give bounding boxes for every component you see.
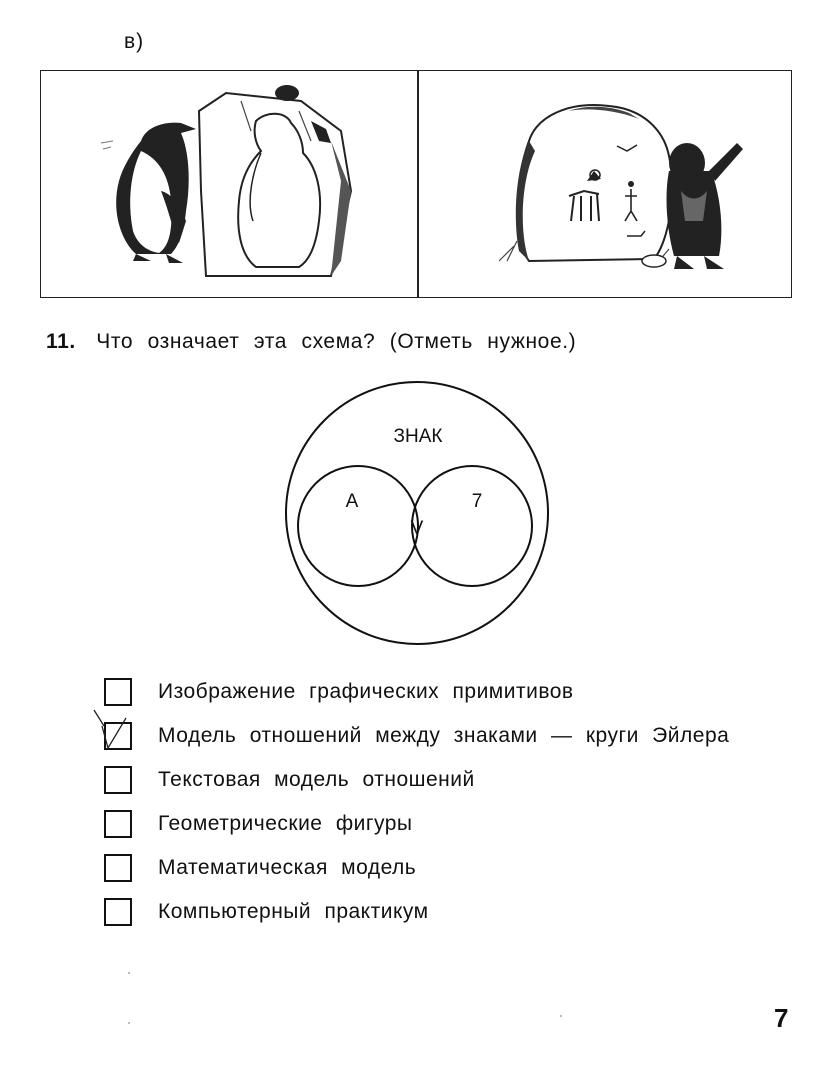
panel-divider: [417, 71, 419, 297]
checkmark-icon: [92, 708, 136, 752]
question-number: 11.: [46, 330, 76, 353]
left-circle: [298, 466, 418, 586]
page-number: 7: [774, 1003, 789, 1033]
option-1[interactable]: [104, 678, 804, 708]
section-letter: в): [124, 30, 145, 53]
right-label: 7: [471, 491, 483, 512]
illustrations-panel: [40, 70, 792, 298]
scan-speck: [128, 1022, 130, 1024]
option-checkbox[interactable]: [104, 810, 132, 838]
option-4[interactable]: [104, 810, 804, 840]
option-checkbox[interactable]: [104, 766, 132, 794]
penguins-ice-illustration: [41, 71, 416, 297]
scan-speck: [560, 1015, 562, 1017]
question: [46, 330, 576, 354]
option-label: Геометрические фигуры: [158, 812, 413, 835]
euler-diagram: [270, 378, 570, 648]
outer-label: ЗНАК: [393, 426, 443, 447]
option-label: Модель отношений между знаками — круги Эйлера: [158, 724, 730, 747]
scan-speck: [128, 972, 130, 974]
option-label: Текстовая модель отношений: [158, 768, 475, 791]
option-label: Изображение графических примитивов: [158, 680, 574, 703]
right-circle: [412, 466, 532, 586]
option-checkbox[interactable]: [104, 678, 132, 706]
option-label: Математическая модель: [158, 856, 417, 879]
intersection-label: V: [410, 518, 424, 539]
option-label: Компьютерный практикум: [158, 900, 429, 923]
caveman-rock-painting-illustration: [419, 71, 794, 297]
option-6[interactable]: [104, 898, 804, 928]
left-label: A: [345, 491, 359, 512]
option-5[interactable]: [104, 854, 804, 884]
option-checkbox[interactable]: [104, 898, 132, 926]
question-text: Что означает эта схема? (Отметь нужное.): [96, 330, 577, 353]
option-3[interactable]: [104, 766, 804, 796]
option-2[interactable]: [104, 722, 804, 752]
option-checkbox[interactable]: [104, 854, 132, 882]
